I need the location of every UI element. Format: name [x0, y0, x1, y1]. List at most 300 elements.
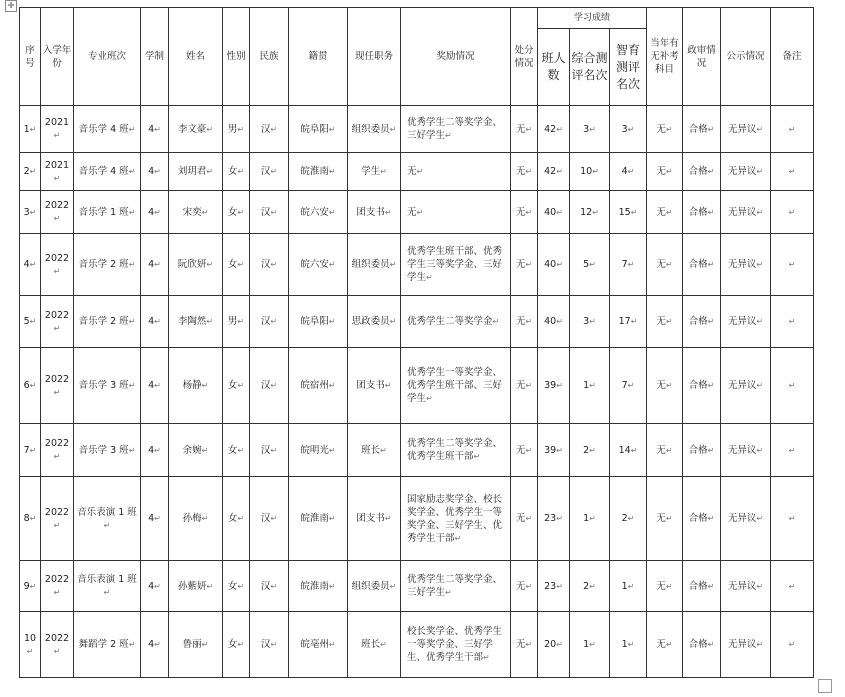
cell-gender	[223, 348, 250, 424]
cell-discipline	[511, 191, 538, 234]
header-col-remarks: 备注	[771, 8, 814, 106]
cell-text: 4	[148, 513, 155, 524]
cell-remarks	[771, 477, 814, 561]
cell-text: 40	[544, 259, 557, 270]
cell-makeup	[647, 424, 683, 477]
paragraph-mark-icon: ↵	[154, 445, 161, 455]
header-col-class-size: 班人数	[538, 29, 570, 106]
paragraph-mark-icon: ↵	[756, 167, 764, 176]
paragraph-mark-icon: ↵	[665, 514, 673, 523]
paragraph-mark-icon: ↵	[29, 445, 37, 455]
cell-text: 无异议	[727, 316, 757, 327]
cell-text: 女	[227, 580, 238, 592]
cell-text: 女	[227, 513, 238, 524]
cell-discipline	[511, 296, 538, 348]
cell-text: 无	[656, 513, 666, 524]
cell-discipline	[511, 477, 538, 561]
paragraph-mark-icon: ↵	[270, 445, 278, 455]
cell-text: 1	[583, 639, 590, 650]
paragraph-mark-icon: ↵	[270, 124, 278, 134]
cell-overall-rank	[570, 234, 610, 296]
cell-awards	[401, 561, 511, 612]
paragraph-mark-icon: ↵	[128, 445, 136, 455]
paragraph-mark-icon: ↵	[270, 581, 278, 591]
cell-text: 无	[515, 166, 526, 177]
cell-class-size	[538, 153, 570, 191]
paragraph-mark-icon: ↵	[53, 452, 61, 461]
cell-text: 无	[515, 444, 526, 456]
paragraph-mark-icon: ↵	[328, 640, 336, 649]
paragraph-mark-icon: ↵	[154, 514, 161, 523]
paragraph-mark-icon: ↵	[237, 207, 245, 217]
cell-text: 优秀学生二等奖学金、三好学生	[407, 574, 503, 598]
paragraph-mark-icon: ↵	[492, 317, 500, 326]
cell-text: 汉	[260, 380, 271, 391]
cell-hometown	[289, 348, 348, 424]
cell-seq	[20, 477, 41, 561]
cell-remarks	[771, 153, 814, 191]
paragraph-mark-icon: ↵	[128, 317, 136, 326]
paragraph-mark-icon: ↵	[627, 381, 635, 390]
cell-remarks	[771, 348, 814, 424]
paragraph-mark-icon: ↵	[154, 207, 161, 217]
cell-academic-rank	[610, 561, 647, 612]
cell-discipline	[511, 612, 538, 678]
paragraph-mark-icon: ↵	[328, 317, 336, 326]
cell-political	[683, 153, 721, 191]
paragraph-mark-icon: ↵	[788, 260, 796, 269]
student-table	[19, 7, 814, 678]
cell-text: 无	[407, 206, 417, 218]
table-row	[20, 424, 814, 477]
cell-class	[74, 477, 141, 561]
paragraph-mark-icon: ↵	[788, 381, 796, 390]
cell-text: 皖六安	[300, 259, 329, 270]
cell-position	[348, 477, 401, 561]
cell-text: 合格	[688, 259, 708, 270]
paragraph-mark-icon: ↵	[788, 581, 796, 591]
cell-text: 皖阜阳	[300, 123, 329, 135]
paragraph-mark-icon: ↵	[416, 167, 424, 176]
cell-academic-rank	[610, 296, 647, 348]
cell-duration	[141, 191, 169, 234]
cell-text: 孙梅	[182, 513, 202, 524]
cell-text: 无	[515, 513, 526, 524]
cell-position	[348, 424, 401, 477]
cell-political	[683, 191, 721, 234]
cell-text: 无异议	[727, 259, 757, 270]
paragraph-mark-icon: ↵	[756, 260, 764, 269]
cell-text: 4	[148, 580, 155, 592]
cell-ethnicity	[250, 477, 289, 561]
cell-class-size	[538, 477, 570, 561]
cell-awards	[401, 348, 511, 424]
paragraph-mark-icon: ↵	[201, 207, 209, 217]
cell-name	[169, 424, 223, 477]
cell-year	[41, 191, 74, 234]
cell-ethnicity	[250, 348, 289, 424]
cell-ethnicity	[250, 424, 289, 477]
cell-text: 团支书	[356, 206, 385, 218]
paragraph-mark-icon: ↵	[154, 167, 161, 176]
paragraph-mark-icon: ↵	[426, 273, 433, 282]
paragraph-mark-icon: ↵	[525, 317, 533, 326]
cell-text: 李文豪	[177, 123, 207, 135]
cell-class	[74, 561, 141, 612]
paragraph-mark-icon: ↵	[756, 581, 764, 591]
cell-duration	[141, 612, 169, 678]
cell-text: 4	[148, 166, 155, 177]
cell-name	[169, 106, 223, 153]
cell-text: 1	[23, 123, 30, 135]
cell-remarks	[771, 106, 814, 153]
cell-duration	[141, 561, 169, 612]
cell-text: 2022	[44, 506, 70, 518]
cell-gender	[223, 561, 250, 612]
cell-makeup	[647, 106, 683, 153]
cell-text: 音乐学 3 班	[78, 380, 129, 391]
header-col-political: 政审情况	[683, 8, 721, 106]
cell-remarks	[771, 234, 814, 296]
cell-overall-rank	[570, 612, 610, 678]
cell-publicity	[721, 296, 771, 348]
cell-text: 5	[583, 259, 590, 270]
cell-awards	[401, 106, 511, 153]
paragraph-mark-icon: ↵	[328, 124, 336, 134]
paragraph-mark-icon: ↵	[589, 381, 596, 390]
header-col-publicity: 公示情况	[721, 8, 771, 106]
paragraph-mark-icon: ↵	[665, 207, 673, 217]
cell-awards	[401, 477, 511, 561]
paragraph-mark-icon: ↵	[53, 323, 61, 333]
cell-text: 合格	[688, 639, 708, 650]
paragraph-mark-icon: ↵	[237, 317, 245, 326]
cell-text: 女	[227, 639, 238, 650]
paragraph-mark-icon: ↵	[206, 317, 214, 326]
cell-gender	[223, 191, 250, 234]
cell-ethnicity	[250, 191, 289, 234]
paragraph-mark-icon: ↵	[53, 588, 61, 597]
cell-gender	[223, 612, 250, 678]
cell-remarks	[771, 561, 814, 612]
cell-seq	[20, 153, 41, 191]
paragraph-mark-icon: ↵	[328, 445, 336, 455]
cell-position	[348, 106, 401, 153]
cell-text: 2022	[44, 438, 70, 449]
cell-text: 合格	[688, 166, 708, 177]
cell-overall-rank	[570, 477, 610, 561]
cell-text: 2	[583, 580, 590, 592]
end-of-document-mark	[818, 679, 832, 693]
cell-text: 4	[148, 259, 155, 270]
cell-ethnicity	[250, 296, 289, 348]
cell-text: 2021	[44, 117, 70, 128]
paragraph-mark-icon: ↵	[589, 260, 596, 269]
cell-position	[348, 348, 401, 424]
cell-text: 40	[544, 316, 557, 327]
cell-text: 1	[621, 639, 628, 650]
cell-text: 音乐表演 1 班	[77, 574, 137, 585]
cell-text: 宋奕	[182, 206, 202, 218]
cell-text: 2022	[44, 309, 70, 321]
header-col-class: 专业班次	[74, 8, 141, 106]
cell-political	[683, 348, 721, 424]
cell-academic-rank	[610, 153, 647, 191]
cell-text: 无异议	[727, 513, 757, 524]
cell-awards	[401, 234, 511, 296]
paragraph-mark-icon: ↵	[426, 394, 433, 403]
cell-discipline	[511, 234, 538, 296]
paragraph-mark-icon: ↵	[201, 514, 209, 523]
cell-year	[41, 561, 74, 612]
cell-text: 优秀学生二等奖学金	[407, 316, 493, 327]
cell-overall-rank	[570, 348, 610, 424]
cell-text: 无	[656, 639, 666, 650]
paragraph-mark-icon: ↵	[707, 381, 715, 390]
cell-text: 42	[544, 123, 557, 135]
cell-text: 7	[23, 444, 30, 456]
cell-publicity	[721, 348, 771, 424]
paragraph-mark-icon: ↵	[665, 317, 673, 326]
cell-text: 2022	[44, 373, 70, 385]
cell-class-size	[538, 348, 570, 424]
cell-text: 8	[23, 513, 30, 524]
cell-text: 2022	[44, 574, 70, 585]
paragraph-mark-icon: ↵	[237, 514, 245, 523]
cell-ethnicity	[250, 106, 289, 153]
table-row	[20, 348, 814, 424]
cell-text: 孙紫妍	[177, 580, 207, 592]
cell-discipline	[511, 424, 538, 477]
cell-text: 5	[23, 316, 30, 327]
cell-position	[348, 234, 401, 296]
cell-text: 20	[544, 639, 557, 650]
cell-text: 无异议	[727, 123, 757, 135]
cell-remarks	[771, 296, 814, 348]
cell-awards	[401, 296, 511, 348]
cell-text: 10	[580, 166, 593, 177]
paragraph-mark-icon: ↵	[328, 581, 336, 591]
cell-academic-rank	[610, 191, 647, 234]
paragraph-mark-icon: ↵	[592, 207, 599, 217]
paragraph-mark-icon: ↵	[627, 124, 635, 134]
cell-text: 4	[23, 259, 30, 270]
cell-makeup	[647, 477, 683, 561]
cell-hometown	[289, 234, 348, 296]
paragraph-mark-icon: ↵	[788, 124, 796, 134]
paragraph-mark-icon: ↵	[473, 452, 481, 461]
cell-makeup	[647, 612, 683, 678]
cell-name	[169, 612, 223, 678]
cell-text: 男	[227, 316, 238, 327]
paragraph-mark-icon: ↵	[556, 167, 563, 176]
cell-duration	[141, 106, 169, 153]
cell-year	[41, 234, 74, 296]
cell-text: 余婉	[182, 444, 202, 456]
cell-text: 班长	[361, 639, 381, 650]
cell-text: 组织委员	[351, 123, 390, 135]
cell-text: 无	[515, 206, 526, 218]
header-col-hometown: 籍贯	[289, 8, 348, 106]
cell-text: 组织委员	[351, 580, 390, 592]
paragraph-mark-icon: ↵	[707, 260, 715, 269]
paragraph-mark-icon: ↵	[665, 381, 673, 390]
cell-text: 合格	[688, 123, 708, 135]
paragraph-mark-icon: ↵	[328, 381, 336, 390]
cell-text: 汉	[260, 639, 271, 650]
paragraph-mark-icon: ↵	[29, 167, 37, 176]
cell-duration	[141, 153, 169, 191]
cell-year	[41, 612, 74, 678]
cell-text: 团支书	[356, 380, 385, 391]
paragraph-mark-icon: ↵	[556, 124, 563, 134]
anchor-icon[interactable]: ✛	[5, 0, 17, 12]
paragraph-mark-icon: ↵	[445, 588, 452, 597]
paragraph-mark-icon: ↵	[707, 640, 715, 649]
cell-text: 无	[656, 380, 666, 391]
cell-text: 国家励志奖学金、校长奖学金、优秀学生一等奖学金、三好学生、优秀学生干部	[407, 493, 503, 544]
cell-text: 班长	[361, 444, 381, 456]
cell-ethnicity	[250, 561, 289, 612]
cell-text: 汉	[260, 316, 271, 327]
cell-text: 音乐学 4 班	[78, 123, 129, 135]
cell-text: 校长奖学金、优秀学生一等奖学金、三好学生、优秀学生干部	[407, 626, 503, 663]
cell-text: 3	[583, 316, 590, 327]
paragraph-mark-icon: ↵	[53, 387, 61, 397]
cell-text: 无异议	[727, 166, 757, 177]
cell-text: 无异议	[727, 639, 757, 650]
cell-text: 4	[148, 123, 155, 135]
cell-text: 汉	[260, 580, 271, 592]
table-row	[20, 477, 814, 561]
paragraph-mark-icon: ↵	[556, 640, 563, 649]
paragraph-mark-icon: ↵	[589, 445, 596, 455]
paragraph-mark-icon: ↵	[525, 514, 533, 523]
cell-text: 鲁丽	[182, 639, 202, 650]
cell-text: 无异议	[727, 444, 757, 456]
cell-text: 优秀学生一等奖学金、优秀学生班干部、三好学生	[407, 367, 503, 404]
paragraph-mark-icon: ↵	[389, 581, 397, 591]
paragraph-mark-icon: ↵	[665, 260, 673, 269]
paragraph-mark-icon: ↵	[328, 260, 336, 269]
paragraph-mark-icon: ↵	[201, 445, 209, 455]
cell-text: 4	[148, 380, 155, 391]
header-col-ethnicity: 民族	[250, 8, 289, 106]
cell-ethnicity	[250, 612, 289, 678]
cell-political	[683, 296, 721, 348]
table-row	[20, 296, 814, 348]
paragraph-mark-icon: ↵	[237, 381, 245, 390]
cell-class	[74, 296, 141, 348]
cell-text: 10	[23, 632, 37, 644]
cell-political	[683, 561, 721, 612]
cell-political	[683, 234, 721, 296]
paragraph-mark-icon: ↵	[556, 317, 563, 326]
cell-text: 音乐学 3 班	[78, 444, 129, 456]
paragraph-mark-icon: ↵	[270, 260, 278, 269]
paragraph-mark-icon: ↵	[589, 317, 596, 326]
paragraph-mark-icon: ↵	[380, 445, 387, 455]
cell-awards	[401, 424, 511, 477]
paragraph-mark-icon: ↵	[556, 260, 563, 269]
header-col-name: 姓名	[169, 8, 223, 106]
cell-text: 优秀学生二等奖学金、优秀学生班干部	[407, 438, 503, 462]
cell-text: 2	[583, 444, 590, 456]
cell-discipline	[511, 106, 538, 153]
cell-makeup	[647, 234, 683, 296]
paragraph-mark-icon: ↵	[53, 520, 61, 530]
paragraph-mark-icon: ↵	[53, 214, 61, 223]
header-col-year: 入学年份	[41, 8, 74, 106]
paragraph-mark-icon: ↵	[237, 167, 245, 176]
cell-text: 7	[621, 380, 628, 391]
cell-text: 6	[23, 380, 30, 391]
cell-text: 4	[621, 166, 628, 177]
paragraph-mark-icon: ↵	[627, 260, 635, 269]
paragraph-mark-icon: ↵	[384, 514, 392, 523]
cell-makeup	[647, 153, 683, 191]
paragraph-mark-icon: ↵	[707, 167, 715, 176]
cell-text: 9	[23, 580, 30, 592]
paragraph-mark-icon: ↵	[525, 167, 533, 176]
paragraph-mark-icon: ↵	[389, 317, 397, 326]
table-row	[20, 153, 814, 191]
paragraph-mark-icon: ↵	[756, 640, 764, 649]
paragraph-mark-icon: ↵	[756, 381, 764, 390]
paragraph-mark-icon: ↵	[384, 207, 392, 217]
cell-year	[41, 348, 74, 424]
cell-gender	[223, 153, 250, 191]
cell-text: 23	[544, 580, 557, 592]
cell-duration	[141, 424, 169, 477]
paragraph-mark-icon: ↵	[380, 640, 387, 649]
paragraph-mark-icon: ↵	[592, 167, 599, 176]
cell-class-size	[538, 612, 570, 678]
paragraph-mark-icon: ↵	[154, 317, 161, 326]
cell-text: 7	[621, 259, 628, 270]
paragraph-mark-icon: ↵	[128, 381, 136, 390]
cell-seq	[20, 348, 41, 424]
cell-text: 无	[515, 639, 526, 650]
cell-text: 李陶然	[177, 316, 207, 327]
cell-text: 无	[656, 444, 666, 456]
cell-text: 2022	[44, 632, 70, 644]
paragraph-mark-icon: ↵	[756, 207, 764, 217]
cell-text: 23	[544, 513, 557, 524]
cell-text: 音乐学 1 班	[78, 206, 129, 218]
cell-gender	[223, 296, 250, 348]
cell-name	[169, 561, 223, 612]
cell-academic-rank	[610, 234, 647, 296]
paragraph-mark-icon: ↵	[525, 207, 533, 217]
cell-publicity	[721, 612, 771, 678]
cell-class	[74, 424, 141, 477]
cell-text: 39	[544, 444, 557, 456]
paragraph-mark-icon: ↵	[53, 266, 61, 276]
paragraph-mark-icon: ↵	[201, 640, 209, 649]
paragraph-mark-icon: ↵	[788, 167, 796, 176]
cell-seq	[20, 191, 41, 234]
cell-text: 合格	[688, 316, 708, 327]
cell-text: 汉	[260, 259, 271, 270]
paragraph-mark-icon: ↵	[128, 260, 136, 269]
cell-text: 1	[583, 380, 590, 391]
cell-class	[74, 153, 141, 191]
cell-text: 无	[515, 316, 526, 327]
cell-overall-rank	[570, 561, 610, 612]
cell-political	[683, 106, 721, 153]
cell-text: 4	[148, 206, 155, 218]
